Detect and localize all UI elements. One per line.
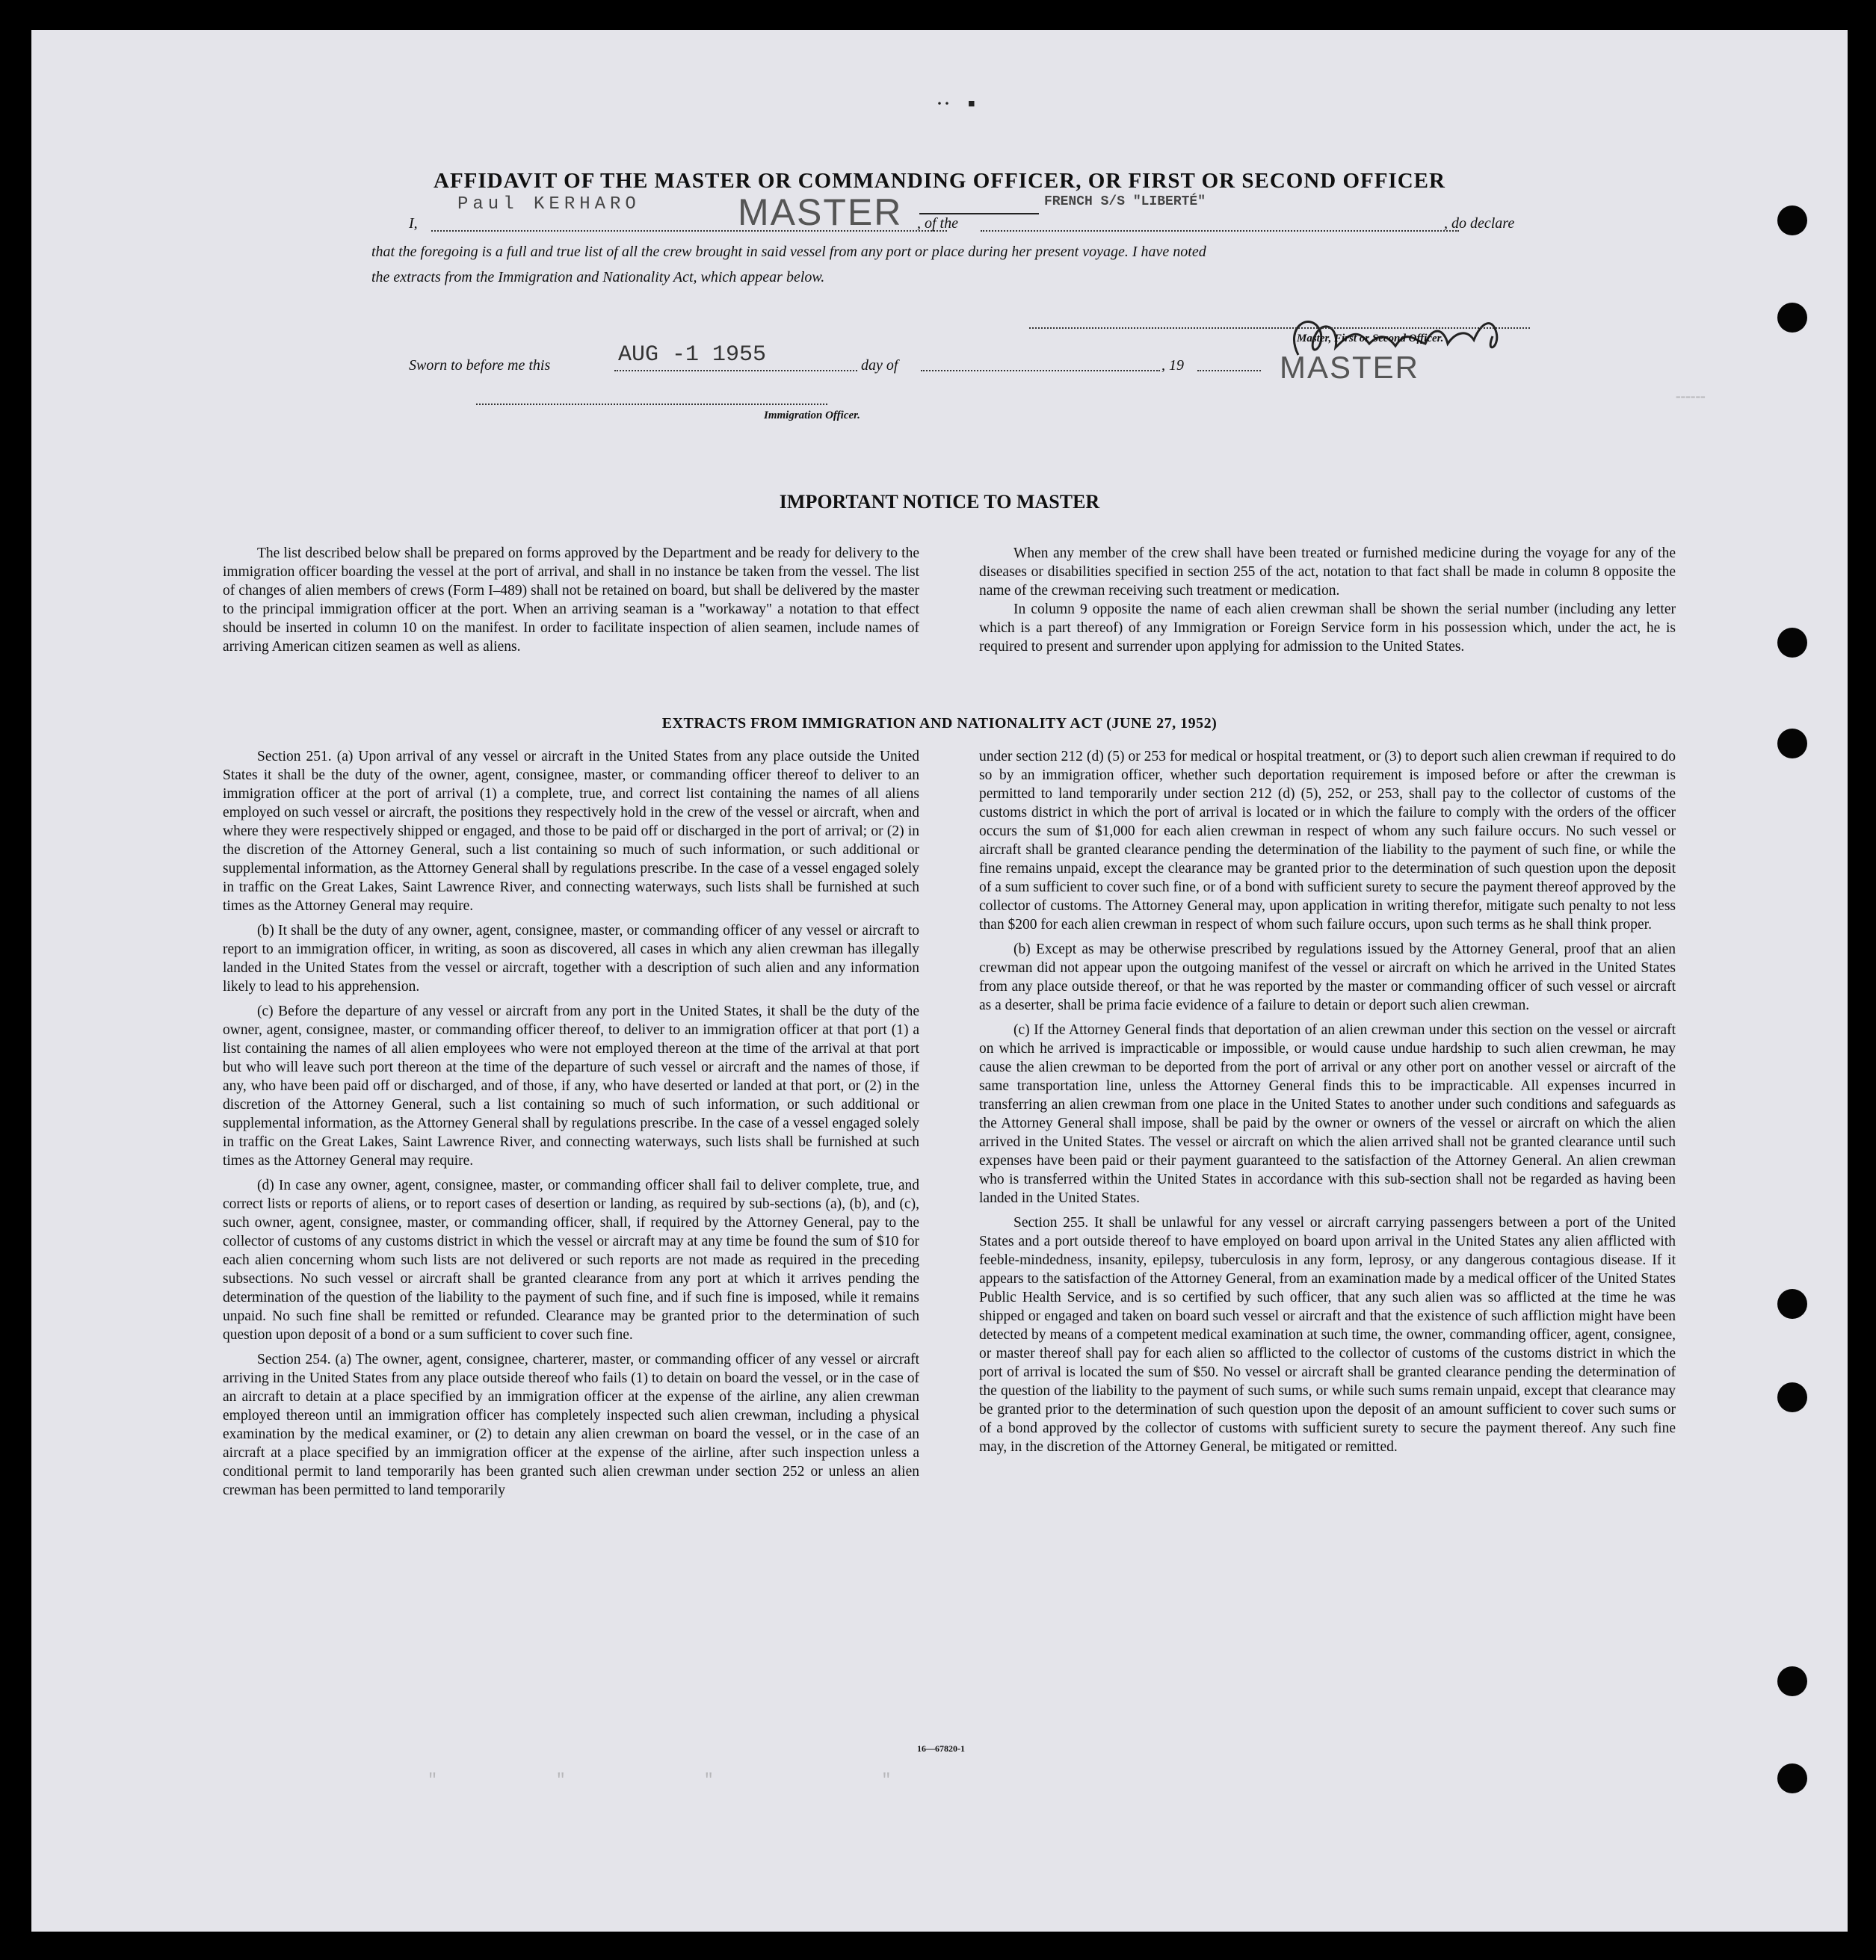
section-255: Section 255. It shall be unlawful for any vessel or aircraft carrying passengers between a port of the United States and a port outside thereof to have employed on board upon arrival in the United States any alien afflicted with feeble-mindedness, insanity, epilepsy, tuberculosis in any form, leprosy, or any dangerous contagious disease. If it appears to the satisfaction of the Attorney General, from an examination made by a medical officer of the United States Public Health Service, and is so certified by such officer, that any such alien was so afflicted at the time he was shipped or engaged and taken on board such vessel or aircraft and that the existence of such affliction might have been detected by means of a competent medical examination at such time, the owner, commanding officer, agent, consignee, or master thereof shall pay for each alien so afflicted to the collector of customs of the customs district in which the port of arrival is located the sum of $50. No vessel or aircraft shall be granted clearance pending the determination of the question of the liability to the payment of such sums, or while such sums remain unpaid, except that clearance may be granted prior to the determination of such question upon the deposit of an amount sufficient to cover such sums or of a bond approved by the collector of customs with sufficient surety to secure the payment thereof. Any such fine may, in the discretion of the Attorney General, be mitigated or remitted.	[979, 1215, 1676, 1455]
notice-left-text: The list described below shall be prepared on forms approved by the Department and be ready for delivery to the immigration officer boarding the vessel at the port of arrival, and shall in no instance be taken from the vessel. The list of changes of alien members of crews (Form I–489) shall not be retained on board, but shall be delivered by the master to the principal immigration officer at the port. When an arriving seaman is a "workaway" a notation to that effect should be inserted in column 10 on the manifest. In order to facilitate inspection of alien seamen, include names of arriving American citizen seamen as well as aliens.	[223, 545, 919, 655]
binder-hole	[1777, 1289, 1807, 1319]
section-251-a: Section 251. (a) Upon arrival of any vessel or aircraft in the United States from any place outside the United States it shall be the duty of the owner, agent, consignee, master, or commanding officer thereof to deliver to an immigration officer at the port of arrival (1) a complete, true, and correct list containing the names of all aliens employed on such vessel or aircraft, the positions they respectively hold in the crew of the vessel or aircraft, when and where they were respectively shipped or engaged, and those to be paid off or discharged in the port of arrival; or (2) in the discretion of the Attorney General, such a list containing so much of such information, or such additional or supplemental information, as the Attorney General shall by regulations prescribe. In the case of a vessel engaged solely in traffic on the Great Lakes, Saint Lawrence River, and connecting waterways, such lists shall be furnished at such times as the Attorney General may require.	[223, 749, 919, 914]
bleed-through: ╌╌╌	[1676, 389, 1706, 408]
declaration-text-2: the extracts from the Immigration and Nationality Act, which appear below.	[371, 269, 825, 285]
section-254-c: (c) If the Attorney General finds that deportation of an alien crewman under this section on the vessel or aircraft on which he arrived is impracticable or impossible, or would cause undue hardship to such alien crewman, he may cause the alien crewman to be deported from the port of arrival or any other port on another vessel or aircraft of the same transportation line, unless the Attorney General finds this to be impracticable. All expenses incurred in transferring an alien crewman from one place in the United States to another under such conditions and safeguards as the Attorney General shall impose, shall be paid by the owner or owners of the vessel or aircraft on which the alien arrived in the United States. The vessel or aircraft on which the alien arrived shall not be granted clearance until such expenses have been paid or their payment guaranteed to the satisfaction of the Attorney General. An alien crewman who is transferred within the United States in accordance with this sub-section shall not be regarded as having been landed in the United States.	[979, 1022, 1676, 1206]
bleed-through: " " " "	[428, 1771, 892, 1790]
declaration-prefix: I,	[409, 215, 418, 232]
binder-hole	[1777, 1666, 1807, 1696]
notice-right-column	[979, 544, 1676, 662]
notice-title: IMPORTANT NOTICE TO MASTER	[779, 491, 1100, 513]
notice-right-text-1: When any member of the crew shall have been treated or furnished medicine during the voyage for any of the diseases or disabilities specified in section 255 of the act, notation to that fact shall be made in column 8 opposite the name of the crewman receiving such treatment or medication.	[979, 545, 1676, 599]
notice-left-column	[223, 544, 919, 662]
binder-hole	[1777, 628, 1807, 658]
extracts-title: EXTRACTS FROM IMMIGRATION AND NATIONALITY ACT (JUNE 27, 1952)	[661, 715, 1218, 732]
notice-right-text-2: In column 9 opposite the name of each alien crewman shall be shown the serial number (including any letter which is a part thereof) of any Immigration or Foreign Service form in his possession which, under the act, he is required to present and surrender upon applying for admission to the United States.	[979, 602, 1676, 655]
do-declare-label: , do declare	[1444, 215, 1515, 232]
officer-signature-line	[476, 404, 827, 405]
affidavit-heading: AFFIDAVIT OF THE MASTER OR COMMANDING OFFICER, OR FIRST OR SECOND OFFICER	[433, 169, 1445, 193]
master-name: Paul KERHARO	[457, 194, 641, 214]
heading-divider	[919, 213, 1039, 214]
document-page	[31, 30, 1848, 1932]
day-of-label: day of	[861, 357, 898, 374]
of-the-label: , of the	[917, 215, 958, 232]
sworn-date-blank	[614, 370, 857, 371]
section-251-b: (b) It shall be the duty of any owner, agent, consignee, master, or commanding officer of any vessel or aircraft to report to an immigration officer, in writing, as soon as discovered, all cases in which any alien crewman has illegally landed in the United States from the vessel or aircraft, together with a description of such alien and any information likely to lead to his apprehension.	[223, 923, 919, 995]
binder-hole	[1777, 1382, 1807, 1412]
binder-hole	[1777, 205, 1807, 235]
sworn-prefix: Sworn to before me this	[409, 357, 551, 374]
section-254-a: Section 254. (a) The owner, agent, consignee, charterer, master, or commanding officer of any vessel or aircraft arriving in the United States from any place outside thereof who fails (1) to detain on board the vessel, or in the case of an aircraft to detain at a place specified by an immigration officer at the expense of the airline, any alien crewman employed thereon until an immigration officer has completely inspected such alien crewman, including a physical examination by the medical examiner, or (2) to detain any alien crewman on board the vessel, or in the case of an aircraft at a place specified by an immigration officer at the expense of the airline, after such inspection unless a conditional permit to land temporarily has been granted such alien crewman under section 252 or unless an alien crewman has been permitted to land temporarily	[223, 1352, 919, 1498]
extracts-left-column	[223, 747, 919, 1506]
binder-hole	[1777, 1763, 1807, 1793]
binder-hole	[1777, 303, 1807, 333]
section-251-d: (d) In case any owner, agent, consignee, master, or commanding officer shall fail to deliver complete, true, and correct lists or reports of aliens, or to report cases of desertion or landing, as required by sub-sections (a), (b), and (c), such owner, agent, consignee, master, or commanding officer, shall, if required by the Attorney General, pay to the collector of customs of any customs district in which the vessel or aircraft may at any time be found the sum of $10 for each alien concerning whom such lists are not delivered or such reports are not made as required in the preceding subsections. No such vessel or aircraft shall be granted clearance from any port at which it arrives pending the determination of the question of the liability to the payment of such fine, and if such fine is imposed, while it remains unpaid. No such fine shall be remitted or refunded. Clearance may be granted prior to the determination of such question upon deposit of a bond or a sum sufficient to cover such fine.	[223, 1178, 919, 1343]
dust-marks: ·· ▪	[936, 91, 976, 116]
month-blank	[921, 370, 1160, 371]
extracts-right-column	[979, 747, 1676, 1462]
form-number: 16—67820-1	[917, 1743, 965, 1754]
year-prefix: , 19	[1161, 357, 1184, 374]
rank-stamp: MASTER	[738, 191, 903, 233]
signature-line	[1029, 327, 1530, 329]
officer-caption: Immigration Officer.	[764, 409, 860, 421]
section-251-c: (c) Before the departure of any vessel or aircraft from any port in the United States, it shall be the duty of the owner, agent, consignee, master, or commanding officer thereof, to deliver to an immigration officer at that port (1) a list containing the names of all alien employees who were not employed thereon at the time of the arrival at that port but who will leave such port thereon at the time of the departure of such vessel or aircraft and the names of those, if any, who have been paid off or discharged, and of those, if any, who have deserted or landed at that port, or (2) in the discretion of the Attorney General, such a list containing so much of such information, or such additional or supplemental information, as the Attorney General shall by regulations prescribe. In the case of a vessel engaged solely in traffic on the Great Lakes, Saint Lawrence River, and connecting waterways, such lists shall be furnished at such times as the Attorney General may require.	[223, 1004, 919, 1169]
section-254-b: (b) Except as may be otherwise prescribed by regulations issued by the Attorney General, proof that an alien crewman did not appear upon the outgoing manifest of the vessel or aircraft on which he arrived in the United States from any place outside thereof, or that he was reported by the master or commanding officer of such vessel or aircraft as a deserter, shall be prima facie evidence of a failure to detain or deport such alien crewman.	[979, 942, 1676, 1013]
date-stamp: AUG -1 1955	[618, 342, 767, 368]
vessel-blank	[981, 230, 1459, 232]
section-254-a-cont: under section 212 (d) (5) or 253 for medical or hospital treatment, or (3) to deport such alien crewman if required to do so by an immigration officer, whether such deportation requirement is imposed before or after the crewman is permitted to land temporarily under section 212 (d) (5), 252, or 253, shall pay to the collector of customs of the customs district in which the port of arrival is located or in which the failure to comply with the orders of the officer occurs the sum of $1,000 for each alien crewman in respect of whom any such failure occurs. No such vessel or aircraft shall be granted clearance pending the determination of the liability to the payment of such fine, or while the fine remains unpaid, except the clearance may be granted prior to the determination of such question upon the deposit of a sum sufficient to cover such fine, or of a bond with sufficient surety to secure the payment thereof approved by the collector of customs. The Attorney General may, upon application in writing therefor, mitigate such penalty to not less than $200 for each alien crewman in respect of whom such failure occurs, upon such terms as he shall think proper.	[979, 749, 1676, 933]
signature-stamp: MASTER	[1280, 350, 1420, 385]
declaration-text-1: that the foregoing is a full and true list of all the crew brought in said vessel from any port or place during her present voyage. I have noted	[371, 244, 1206, 260]
vessel-name: FRENCH S/S "LIBERTÉ"	[1044, 194, 1206, 209]
year-blank	[1197, 370, 1261, 371]
binder-hole	[1777, 729, 1807, 758]
signature-caption: Master, First or Second Officer.	[1297, 333, 1444, 344]
